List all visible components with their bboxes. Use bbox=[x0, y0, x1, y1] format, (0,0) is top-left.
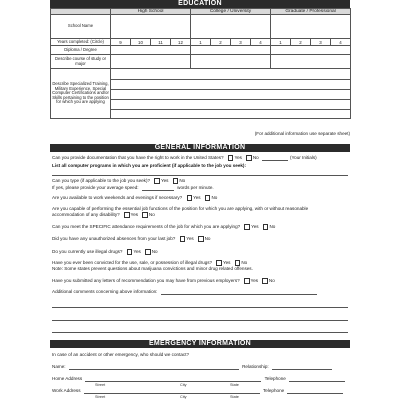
label-no: No bbox=[148, 212, 155, 218]
comments-line[interactable] bbox=[52, 307, 348, 308]
q-work-auth-text: Can you provide documentation that you have the right to work in the United States? bbox=[52, 155, 224, 161]
checkbox-yes[interactable] bbox=[180, 236, 186, 242]
education-header: EDUCATION bbox=[50, 0, 350, 8]
checkbox-yes[interactable] bbox=[124, 212, 130, 218]
emergency-header: EMERGENCY INFORMATION bbox=[50, 340, 350, 348]
emergency-relationship-field[interactable] bbox=[272, 365, 332, 370]
home-telephone-label: Telephone bbox=[264, 376, 286, 381]
label-yes: Yes bbox=[186, 236, 194, 242]
emergency-intro: In case of an accident or other emergency, who should we contact? bbox=[52, 352, 190, 357]
school-name-grad-field[interactable] bbox=[271, 15, 351, 39]
row-label-school-name: School Name bbox=[51, 15, 111, 39]
diploma-grad-field[interactable] bbox=[271, 46, 351, 55]
label-yes: Yes bbox=[251, 224, 259, 230]
checkbox-yes[interactable] bbox=[187, 195, 193, 201]
q-convicted-text: Have you ever been convicted for the use, sale, or possession of illegal drugs? bbox=[52, 260, 213, 266]
work-address-field[interactable] bbox=[84, 389, 260, 394]
checkbox-no[interactable] bbox=[235, 260, 241, 266]
col-college: College / University bbox=[191, 9, 271, 15]
q-absences-text: Did you have any unauthorized absences from your last job? bbox=[52, 236, 176, 242]
year-option[interactable]: 9 bbox=[111, 39, 131, 46]
question-absences bbox=[52, 236, 210, 242]
q-weekends-text: Are you available to work weekends and evenings if necessary? bbox=[52, 195, 183, 201]
typing-speed-unit: words per minute. bbox=[177, 185, 214, 190]
label-yes: Yes bbox=[234, 155, 242, 161]
checkbox-yes[interactable] bbox=[216, 260, 222, 266]
home-street-caption: Street bbox=[95, 383, 106, 387]
checkbox-yes[interactable] bbox=[127, 249, 133, 255]
row-label-specialized: Describe Specialized Training, Military Experience, Special Computer Certifications and/or Skills pertaining to the position for which you are applying bbox=[51, 69, 111, 119]
diploma-college-field[interactable] bbox=[191, 46, 271, 55]
question-essential-functions: Are you capable of performing the essential job functions of the position for which you are applying, with or without reasonable bbox=[52, 206, 309, 211]
education-table bbox=[50, 8, 351, 119]
course-grad-field[interactable] bbox=[271, 55, 351, 69]
home-telephone-field[interactable] bbox=[289, 377, 345, 382]
year-option[interactable]: 4 bbox=[331, 39, 351, 46]
q-drugs-text: Do you currently use illegal drugs? bbox=[52, 249, 123, 255]
label-no: No bbox=[269, 224, 276, 230]
year-option[interactable]: 11 bbox=[151, 39, 171, 46]
emergency-name-row bbox=[52, 364, 348, 370]
checkbox-yes[interactable] bbox=[244, 278, 250, 284]
q-attendance-text: Can you meet the SPECIFIC attendance requirements of the job for which you are applying? bbox=[52, 224, 241, 230]
row-label-diploma: Diploma / Degree bbox=[51, 46, 111, 55]
year-option[interactable]: 12 bbox=[171, 39, 191, 46]
course-college-field[interactable] bbox=[191, 55, 271, 69]
q-disability-text: accommodation of any disability? bbox=[52, 212, 120, 218]
checkbox-no[interactable] bbox=[198, 236, 204, 242]
checkbox-no[interactable] bbox=[263, 224, 269, 230]
col-graduate: Graduate / Professional bbox=[271, 9, 351, 15]
year-option[interactable]: 1 bbox=[191, 39, 211, 46]
question-weekends bbox=[52, 195, 217, 201]
school-name-hs-field[interactable] bbox=[111, 15, 191, 39]
initials-label: (Your Initials) bbox=[290, 155, 317, 161]
label-no: No bbox=[151, 249, 158, 255]
home-address-field[interactable] bbox=[85, 377, 261, 382]
label-no: No bbox=[252, 155, 259, 161]
question-convicted-note: Note: Some states prevent questions about marijuana convictions and minor drug related offenses. bbox=[52, 266, 253, 271]
q-recommendation-text: Have you submitted any letters of recommendation you may have from previous employers? bbox=[52, 278, 240, 284]
checkbox-no[interactable] bbox=[246, 155, 252, 161]
q-comments-text: Additional comments concerning above information: bbox=[52, 289, 158, 294]
q-typing-text: Can you type (if applicable to the job you seek)? bbox=[52, 178, 151, 184]
year-option[interactable]: 2 bbox=[211, 39, 231, 46]
checkbox-yes[interactable] bbox=[244, 224, 250, 230]
label-no: No bbox=[204, 236, 211, 242]
checkbox-no[interactable] bbox=[145, 249, 151, 255]
checkbox-yes[interactable] bbox=[154, 178, 160, 184]
work-address-label: Work Address bbox=[52, 388, 81, 393]
question-computer-programs: List all computer programs in which you are proficient (if applicable to the job you seek): bbox=[52, 163, 246, 168]
checkbox-no[interactable] bbox=[205, 195, 211, 201]
question-recommendation bbox=[52, 278, 275, 284]
label-yes: Yes bbox=[250, 278, 259, 284]
question-work-authorization bbox=[52, 155, 317, 161]
col-high-school: High School bbox=[111, 9, 191, 15]
emergency-name-label: Name: bbox=[52, 364, 66, 369]
work-street-caption: Street bbox=[95, 395, 106, 399]
label-no: No bbox=[211, 195, 218, 201]
label-yes: Yes bbox=[130, 212, 139, 218]
comments-line[interactable] bbox=[52, 320, 348, 321]
home-city-caption: City bbox=[180, 383, 187, 387]
checkbox-no[interactable] bbox=[262, 278, 268, 284]
checkbox-yes[interactable] bbox=[228, 155, 234, 161]
label-no: No bbox=[179, 178, 186, 184]
question-illegal-drugs bbox=[52, 249, 158, 255]
question-typing bbox=[52, 178, 185, 184]
education-footnote: (For additional information use separate sheet) bbox=[254, 131, 350, 136]
question-essential-functions-cont bbox=[52, 212, 155, 218]
label-yes: Yes bbox=[133, 249, 141, 255]
year-option[interactable]: 3 bbox=[311, 39, 331, 46]
row-label-years: Years completed: (Circle) bbox=[51, 39, 111, 46]
checkbox-no[interactable] bbox=[173, 178, 179, 184]
label-no: No bbox=[268, 278, 275, 284]
comments-line[interactable] bbox=[52, 332, 348, 333]
year-option[interactable]: 10 bbox=[131, 39, 151, 46]
home-address-label: Home Address bbox=[52, 376, 83, 381]
emergency-home-row bbox=[52, 376, 348, 382]
computer-programs-line[interactable] bbox=[52, 175, 348, 176]
initials-field[interactable] bbox=[262, 156, 288, 161]
label-yes: Yes bbox=[160, 178, 169, 184]
diploma-hs-field[interactable] bbox=[111, 46, 191, 55]
question-additional-comments bbox=[52, 289, 319, 295]
comments-first-line[interactable] bbox=[161, 290, 317, 295]
q-typing-speed-text: If yes, please provide your average speed: bbox=[52, 185, 139, 190]
work-telephone-label: Telephone bbox=[263, 388, 285, 393]
typing-speed-field[interactable] bbox=[142, 186, 174, 191]
row-label-course: Describe course of study or major bbox=[51, 55, 111, 69]
checkbox-no[interactable] bbox=[142, 212, 148, 218]
school-name-college-field[interactable] bbox=[191, 15, 271, 39]
label-no: No bbox=[241, 260, 248, 266]
year-option[interactable]: 2 bbox=[291, 39, 311, 46]
emergency-relationship-label: Relationship: bbox=[242, 364, 269, 369]
question-typing-speed bbox=[52, 185, 214, 191]
emergency-work-row bbox=[52, 388, 348, 394]
year-option[interactable]: 3 bbox=[231, 39, 251, 46]
specialized-training-field[interactable] bbox=[111, 69, 351, 119]
label-yes: Yes bbox=[222, 260, 231, 266]
general-header: GENERAL INFORMATION bbox=[50, 144, 350, 152]
question-attendance bbox=[52, 224, 275, 230]
year-option[interactable]: 1 bbox=[271, 39, 291, 46]
work-state-caption: State bbox=[230, 395, 239, 399]
home-state-caption: State bbox=[230, 383, 239, 387]
emergency-name-field[interactable] bbox=[69, 365, 239, 370]
course-hs-field[interactable] bbox=[111, 55, 191, 69]
year-option[interactable]: 4 bbox=[251, 39, 271, 46]
work-telephone-field[interactable] bbox=[287, 389, 343, 394]
label-yes: Yes bbox=[193, 195, 201, 201]
work-city-caption: City bbox=[180, 395, 187, 399]
